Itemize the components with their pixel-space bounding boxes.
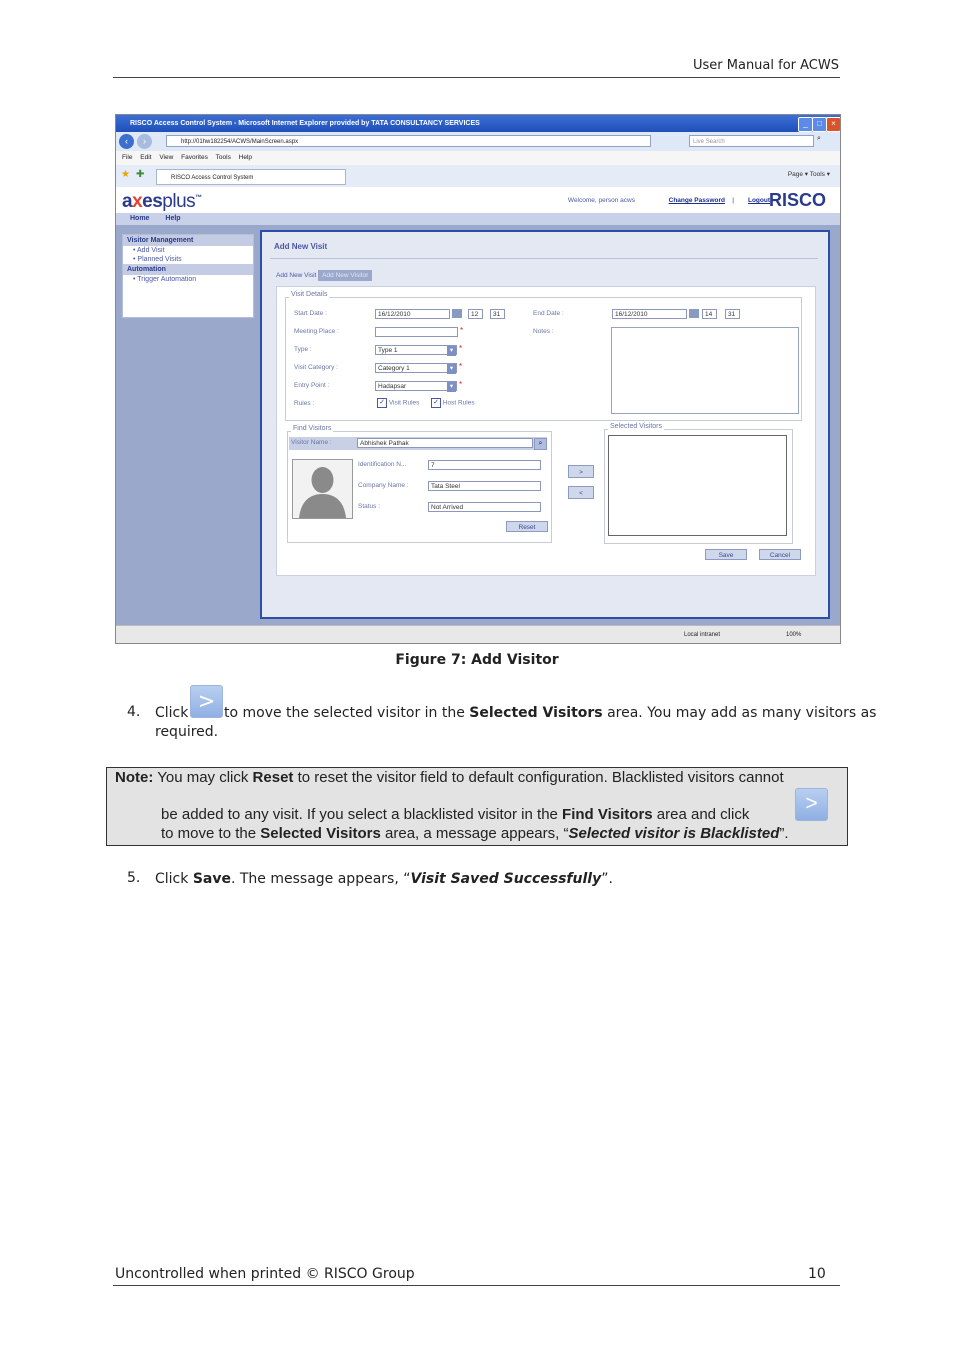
back-icon[interactable]: ‹ [119, 134, 134, 149]
footer-rule [113, 1285, 840, 1286]
start-calendar-icon[interactable] [452, 309, 462, 318]
find-visitors-legend: Find Visitors [293, 425, 332, 432]
main-panel [260, 230, 830, 619]
host-rules-checkbox[interactable]: ✓ Host Rules [431, 398, 475, 408]
tab-add-new-visit[interactable]: Add New Visit [276, 272, 317, 279]
required-marker: * [459, 362, 463, 371]
link-separator: | [732, 197, 734, 204]
notes-textarea[interactable] [611, 327, 799, 414]
sidebar-item-planned-visits[interactable]: • Planned Visits [133, 256, 182, 263]
browser-tab[interactable]: RISCO Access Control System [156, 169, 346, 185]
entry-point-select[interactable]: Hadapsar ▾ [375, 381, 457, 391]
end-calendar-icon[interactable] [689, 309, 699, 318]
step-5-text: Click Save. The message appears, “Visit Saved Successfully”. [155, 871, 613, 887]
entry-point-label: Entry Point : [294, 382, 330, 389]
add-favorite-icon[interactable]: ✚ [136, 169, 145, 180]
screenshot-figure [115, 114, 841, 644]
visit-details-legend: Visit Details [291, 291, 328, 298]
menu-file[interactable]: File [122, 154, 133, 161]
menu-edit[interactable]: Edit [140, 154, 152, 161]
required-marker: * [459, 344, 463, 353]
end-date-label: End Date : [533, 310, 564, 317]
command-bar[interactable]: Page ▾ Tools ▾ [787, 171, 830, 178]
note-box [106, 767, 848, 846]
status-bar [116, 625, 840, 644]
type-label: Type : [294, 346, 312, 353]
move-right-button[interactable]: > [568, 465, 594, 478]
note-line-1: Note: You may click Reset to reset the visitor field to default configuration. Blacklisted visitors cannot [115, 769, 784, 786]
header-rule [113, 77, 840, 78]
sidebar-item-trigger-automation[interactable]: • Trigger Automation [133, 276, 197, 283]
step-4-number: 4. [127, 704, 141, 720]
sidebar [122, 234, 254, 318]
app-header [116, 187, 840, 213]
required-marker: * [460, 326, 464, 335]
page-number: 10 [808, 1266, 826, 1282]
notes-label: Notes : [533, 328, 554, 335]
step-4-text: to move the selected visitor in the Selected Visitors area. You may add as many visitors as [224, 705, 877, 721]
meeting-place-label: Meeting Place : [294, 328, 339, 335]
risco-logo: RISCO [768, 190, 826, 210]
arrow-right-icon: > [795, 788, 828, 821]
arrow-right-icon: > [190, 685, 223, 718]
forward-icon[interactable]: › [137, 134, 152, 149]
save-button[interactable]: Save [705, 549, 747, 560]
sidebar-heading-visitor-management: Visitor Management [123, 235, 253, 246]
chevron-down-icon: ▾ [447, 346, 456, 356]
close-icon[interactable]: × [826, 117, 841, 132]
sidebar-heading-automation: Automation [123, 264, 253, 275]
company-label: Company Name : [358, 482, 409, 489]
start-hour-input[interactable]: 12 [468, 309, 483, 319]
visitor-search-icon[interactable]: ⌕ [534, 438, 547, 450]
menu-view[interactable]: View [159, 154, 174, 161]
axesplus-logo: axesplus™ [122, 191, 202, 212]
step-4-click: Click [155, 705, 189, 721]
footer-text: Uncontrolled when printed © RISCO Group [115, 1266, 415, 1282]
visitor-photo [292, 459, 353, 519]
reset-button[interactable]: Reset [506, 521, 548, 532]
figure-caption: Figure 7: Add Visitor [395, 652, 559, 668]
start-minute-input[interactable]: 31 [490, 309, 505, 319]
company-input[interactable]: Tata Steel [428, 481, 541, 491]
chevron-down-icon: ▾ [447, 364, 456, 374]
sidebar-item-add-visit[interactable]: • Add Visit [133, 247, 165, 254]
running-header: User Manual for ACWS [693, 58, 839, 73]
app-body [116, 225, 840, 625]
end-hour-input[interactable]: 14 [702, 309, 717, 319]
rules-label: Rules : [294, 400, 315, 407]
menu-tools[interactable]: Tools [215, 154, 231, 161]
note-line-3: to move to the Selected Visitors area, a message appears, “Selected visitor is Blacklisted”. [161, 825, 789, 842]
window-title: RISCO Access Control System - Microsoft Internet Explorer provided by TATA CONSULTANCY SERVICES [130, 120, 480, 127]
search-input[interactable]: Live Search [689, 135, 814, 147]
end-date-input[interactable]: 16/12/2010 [612, 309, 687, 319]
panel-title: Add New Visit [274, 242, 328, 251]
favorites-star-icon[interactable]: ★ [121, 169, 130, 180]
category-label: Visit Category : [294, 364, 338, 371]
visitor-name-label: Visitor Name : [291, 439, 332, 446]
step-5-number: 5. [127, 870, 141, 886]
status-label: Status : [358, 503, 381, 510]
type-select[interactable]: Type 1 ▾ [375, 345, 457, 355]
search-icon[interactable]: ⌕ [817, 135, 821, 142]
selected-visitors-list[interactable] [608, 435, 787, 536]
menu-bar [116, 151, 840, 165]
start-date-input[interactable]: 16/12/2010 [375, 309, 450, 319]
tab-strip [276, 272, 372, 279]
end-minute-input[interactable]: 31 [725, 309, 740, 319]
start-date-label: Start Date : [294, 310, 327, 317]
identification-label: Identification N... [358, 461, 407, 468]
visit-form [276, 286, 816, 576]
menu-favorites[interactable]: Favorites [181, 154, 208, 161]
step-4-text-line2: required. [155, 724, 219, 740]
security-zone: Local intranet [684, 632, 721, 638]
change-password-link[interactable]: Change Password [668, 197, 725, 204]
logout-link[interactable]: Logout [747, 197, 770, 204]
menu-help[interactable]: Help [238, 154, 253, 161]
note-line-2: be added to any visit. If you select a blacklisted visitor in the Find Visitors area and click [161, 806, 750, 823]
chevron-down-icon: ▾ [447, 382, 456, 392]
category-select[interactable]: Category 1 ▾ [375, 363, 457, 373]
nav-home[interactable]: Home [130, 215, 150, 222]
address-bar [116, 132, 840, 152]
panel-divider [270, 258, 818, 259]
tab-add-new-visitor[interactable]: Add New Visitor [318, 270, 372, 281]
cancel-button[interactable]: Cancel [759, 549, 801, 560]
zoom-level[interactable]: 100% [786, 632, 802, 638]
visitor-name-input[interactable]: Abhishek Pathak [357, 438, 533, 448]
minimize-icon[interactable]: _ [798, 117, 813, 132]
app-nav [116, 213, 840, 225]
url-input[interactable]: http://01hw182254/ACWS/MainScreen.aspx [166, 135, 651, 147]
welcome-text: Welcome, person acws [567, 197, 635, 204]
window-titlebar [116, 115, 840, 132]
favorites-bar [116, 165, 840, 188]
visit-rules-checkbox[interactable]: ✓ Visit Rules [377, 398, 419, 408]
move-left-button[interactable]: < [568, 486, 594, 499]
identification-input[interactable]: 7 [428, 460, 541, 470]
meeting-place-input[interactable] [375, 327, 458, 337]
person-silhouette-icon [293, 460, 352, 518]
nav-help[interactable]: Help [165, 215, 181, 222]
status-input[interactable]: Not Arrived [428, 502, 541, 512]
required-marker: * [459, 380, 463, 389]
selected-visitors-legend: Selected Visitors [610, 423, 663, 430]
maximize-icon[interactable]: □ [812, 117, 827, 132]
